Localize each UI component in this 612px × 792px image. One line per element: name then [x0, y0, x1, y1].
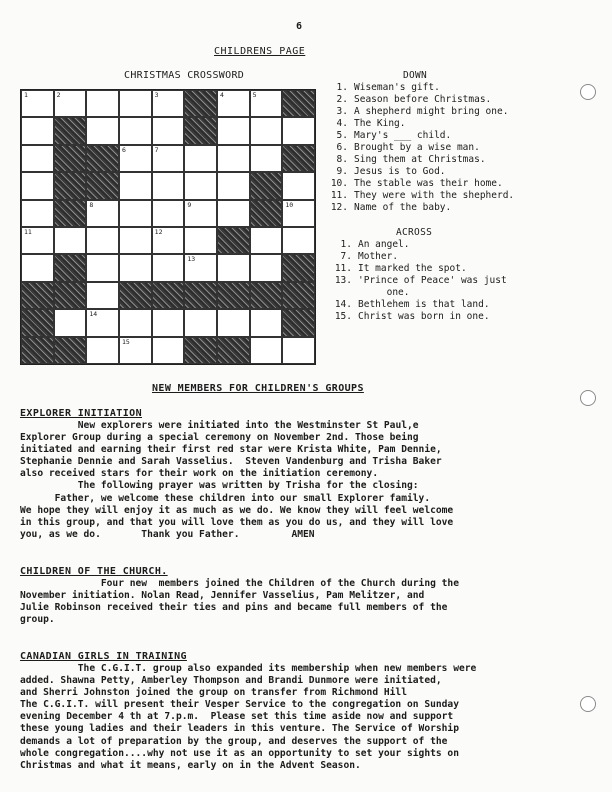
crossword-clue-number: 5	[252, 91, 257, 99]
crossword-clue-number: 2	[56, 91, 61, 99]
binder-hole-icon	[580, 390, 596, 406]
crossword-clue-number: 4	[220, 91, 224, 99]
across-clue	[324, 251, 398, 263]
across-clue	[324, 299, 490, 311]
crossword-square[interactable]	[184, 254, 217, 281]
clue-number: 13.	[334, 275, 352, 286]
clue-text: Jesus is to God.	[354, 166, 446, 177]
clue-text: It marked the spot.	[358, 263, 467, 274]
clue-number: 5.	[336, 130, 348, 141]
crossword-black-square	[282, 282, 315, 309]
crossword-clue-number: 7	[154, 145, 159, 154]
binder-hole-icon	[580, 696, 596, 712]
new-members-title: NEW MEMBERS FOR CHILDREN'S GROUPS	[152, 383, 364, 394]
clue-text: 'Prince of Peace' was just	[358, 275, 507, 286]
crossword-clue-number: 3	[154, 91, 159, 99]
crossword-black-square	[152, 282, 185, 309]
crossword-square[interactable]	[21, 172, 54, 199]
across-heading: ACROSS	[396, 227, 433, 238]
crossword-square[interactable]	[184, 309, 217, 336]
clue-text: Mother.	[358, 251, 399, 262]
clue-number: 15.	[334, 311, 352, 322]
clue-text: The King.	[354, 118, 406, 129]
crossword-square[interactable]	[250, 254, 283, 281]
down-clue	[320, 166, 446, 178]
children-church-title: CHILDREN OF THE CHURCH.	[20, 566, 168, 577]
crossword-square[interactable]	[217, 172, 250, 199]
crossword-square[interactable]	[217, 309, 250, 336]
crossword-square[interactable]	[152, 254, 185, 281]
clue-text: The stable was their home.	[354, 178, 503, 189]
cgit-text: The C.G.I.T. group also expanded its membership when new members were added. Shawna Petty, Amberley Thompson and Brandi Dunmore were initiated, and Sherri Johnston joined the group on transfer from Richmond Hill The C.G.I.T. will present their Vesper Service to the congregation on Sunday evening December 4 th at 7.p.m. Please set this time aside now and support these young ladies and their leaders in this venture. The Service of Worship demands a lot of preparation by the group, and deserves the support of the whole congregation....why not use it as an opportunity to set your sights on Christmas and what it means, early on in the Advent Season.	[20, 663, 477, 771]
crossword-square[interactable]	[86, 337, 119, 364]
crossword-black-square	[54, 117, 87, 144]
crossword-square[interactable]	[119, 337, 152, 364]
crossword-square[interactable]	[152, 337, 185, 364]
crossword-square[interactable]	[152, 145, 185, 172]
crossword-clue-number: 10	[285, 200, 294, 209]
crossword-black-square	[250, 172, 283, 199]
clue-number: 2.	[336, 94, 348, 105]
clue-number: 9.	[336, 166, 348, 177]
crossword-square[interactable]	[217, 254, 250, 281]
explorer-title: EXPLORER INITIATION	[20, 408, 142, 419]
children-church-text: Four new members joined the Children of the Church during the November initiation. Nolan Read, Jennifer Vasselius, Pam Melitzer, and Julie Robinson received their ties and pins and became full members of the group.	[20, 578, 459, 626]
down-clue	[320, 190, 514, 202]
crossword-black-square	[54, 200, 87, 227]
crossword-square[interactable]	[282, 227, 315, 254]
crossword-square[interactable]	[282, 172, 315, 199]
across-clue	[324, 239, 409, 251]
crossword-black-square	[250, 282, 283, 309]
down-clue	[320, 94, 491, 106]
down-heading: DOWN	[403, 70, 428, 81]
explorer-text: New explorers were initiated into the Westminster St Paul,e Explorer Group during a special ceremony on November 2nd. Those being initiated and earning their first red star were Krista White, Pam Dennie, Stephanie Dennie and Sarah Vasselius. Steven Vandenburg and Trisha Baker also received stars for their work on the initiation ceremony. The following prayer was written by Trisha for the closing: Father, we welcome these children into our small Explorer family. We hope they will enjoy it as much as we do. We know they will feel welcome in this group, and that you will love them as you do us, and they will love you, as we do. Thank you Father. AMEN	[20, 420, 454, 540]
crossword-black-square	[184, 117, 217, 144]
crossword-black-square	[119, 282, 152, 309]
clue-text: Name of the baby.	[354, 202, 452, 213]
crossword-title: CHRISTMAS CROSSWORD	[124, 70, 245, 81]
crossword-square[interactable]	[86, 282, 119, 309]
crossword-black-square	[54, 282, 87, 309]
crossword-black-square	[21, 282, 54, 309]
crossword-square[interactable]	[152, 117, 185, 144]
down-clue	[320, 130, 451, 142]
down-clue	[320, 106, 508, 118]
clue-text: Bethlehem is that land.	[358, 299, 490, 310]
clue-number: 11.	[334, 263, 352, 274]
clue-text: A shepherd might bring one.	[354, 106, 509, 117]
crossword-square[interactable]	[86, 90, 119, 117]
crossword-square[interactable]	[119, 200, 152, 227]
down-clue	[320, 202, 451, 214]
clue-text: An angel.	[358, 239, 410, 250]
crossword-square[interactable]	[250, 117, 283, 144]
crossword-square[interactable]	[54, 90, 87, 117]
crossword-square[interactable]	[152, 227, 185, 254]
crossword-clue-number: 13	[187, 255, 196, 264]
crossword-black-square	[282, 145, 315, 172]
crossword-black-square	[54, 337, 87, 364]
clue-text: Christ was born in one.	[358, 311, 490, 322]
clue-number: 1.	[340, 239, 352, 250]
crossword-square[interactable]	[250, 227, 283, 254]
crossword-square[interactable]	[119, 117, 152, 144]
crossword-black-square	[282, 309, 315, 336]
crossword-clue-number: 11	[24, 227, 32, 236]
crossword-black-square	[282, 90, 315, 117]
crossword-square[interactable]	[21, 227, 54, 254]
crossword-black-square	[184, 90, 217, 117]
crossword-square[interactable]	[152, 90, 185, 117]
crossword-square[interactable]	[250, 145, 283, 172]
crossword-clue-number: 9	[187, 200, 192, 209]
clue-number: 14.	[334, 299, 352, 310]
page-number: 6	[296, 21, 303, 32]
crossword-black-square	[86, 145, 119, 172]
crossword-black-square	[282, 254, 315, 281]
crossword-clue-number: 14	[89, 310, 98, 319]
crossword-square[interactable]	[217, 117, 250, 144]
crossword-clue-number: 12	[154, 227, 163, 236]
down-clue	[320, 178, 503, 190]
crossword-square[interactable]	[54, 227, 87, 254]
crossword-square[interactable]	[86, 200, 119, 227]
crossword-square[interactable]	[54, 309, 87, 336]
crossword-black-square	[21, 337, 54, 364]
crossword-black-square	[21, 309, 54, 336]
crossword-black-square	[86, 172, 119, 199]
crossword-square[interactable]	[217, 200, 250, 227]
crossword-square[interactable]	[282, 117, 315, 144]
clue-number: 1.	[336, 82, 348, 93]
crossword-black-square	[54, 254, 87, 281]
crossword-square[interactable]	[21, 254, 54, 281]
crossword-black-square	[184, 337, 217, 364]
crossword-square[interactable]	[152, 200, 185, 227]
crossword-square[interactable]	[21, 90, 54, 117]
down-clue	[320, 154, 486, 166]
crossword-square[interactable]	[250, 90, 283, 117]
crossword-square[interactable]	[184, 145, 217, 172]
crossword-square[interactable]	[119, 172, 152, 199]
crossword-square[interactable]	[184, 227, 217, 254]
crossword-square[interactable]	[282, 200, 315, 227]
crossword-square[interactable]	[86, 227, 119, 254]
crossword-square[interactable]	[152, 309, 185, 336]
crossword-square[interactable]	[184, 172, 217, 199]
clue-text: They were with the shepherd.	[354, 190, 515, 201]
crossword-clue-number: 8	[89, 200, 94, 209]
clue-text: one.	[358, 287, 410, 298]
clue-number: 3.	[336, 106, 348, 117]
clue-text: Wiseman's gift.	[354, 82, 440, 93]
crossword-clue-number: 15	[122, 337, 130, 346]
clue-text: Season before Christmas.	[354, 94, 492, 105]
down-clue	[320, 82, 440, 94]
crossword-black-square	[250, 200, 283, 227]
crossword-black-square	[54, 172, 87, 199]
crossword-square[interactable]	[217, 90, 250, 117]
crossword-clue-number: 6	[122, 145, 126, 154]
clue-number: 4.	[336, 118, 348, 129]
clue-number: 8.	[336, 154, 348, 165]
crossword-square[interactable]	[119, 227, 152, 254]
down-clue	[320, 118, 405, 130]
clue-number: 6.	[336, 142, 348, 153]
crossword-square[interactable]	[21, 200, 54, 227]
crossword-black-square	[54, 145, 87, 172]
clue-number: 10.	[330, 178, 348, 189]
crossword-square[interactable]	[119, 254, 152, 281]
clue-number: 7.	[340, 251, 352, 262]
crossword-square[interactable]	[119, 309, 152, 336]
down-clue	[320, 142, 480, 154]
crossword-square[interactable]	[86, 254, 119, 281]
crossword-grid	[20, 89, 316, 365]
crossword-square[interactable]	[21, 145, 54, 172]
crossword-black-square	[184, 282, 217, 309]
crossword-square[interactable]	[21, 117, 54, 144]
crossword-square[interactable]	[152, 172, 185, 199]
crossword-square[interactable]	[119, 90, 152, 117]
binder-hole-icon	[580, 84, 596, 100]
clue-number: 12.	[330, 202, 348, 213]
crossword-black-square	[217, 337, 250, 364]
clue-text: Mary's ___ child.	[354, 130, 452, 141]
clue-number: 11.	[330, 190, 348, 201]
crossword-black-square	[217, 282, 250, 309]
crossword-square[interactable]	[250, 309, 283, 336]
crossword-square[interactable]	[250, 337, 283, 364]
across-clue	[324, 311, 490, 323]
crossword-square[interactable]	[184, 200, 217, 227]
crossword-square[interactable]	[282, 337, 315, 364]
clue-text: Sing them at Christmas.	[354, 154, 486, 165]
across-clue	[324, 263, 467, 275]
crossword-square[interactable]	[217, 145, 250, 172]
across-clue	[324, 275, 507, 287]
crossword-square[interactable]	[119, 145, 152, 172]
crossword-square[interactable]	[86, 309, 119, 336]
page-title: CHILDRENS PAGE	[214, 46, 306, 57]
crossword-black-square	[217, 227, 250, 254]
across-clue	[324, 287, 409, 299]
crossword-square[interactable]	[86, 117, 119, 144]
crossword-clue-number: 1	[24, 91, 28, 99]
clue-text: Brought by a wise man.	[354, 142, 480, 153]
cgit-title: CANADIAN GIRLS IN TRAINING	[20, 651, 187, 662]
